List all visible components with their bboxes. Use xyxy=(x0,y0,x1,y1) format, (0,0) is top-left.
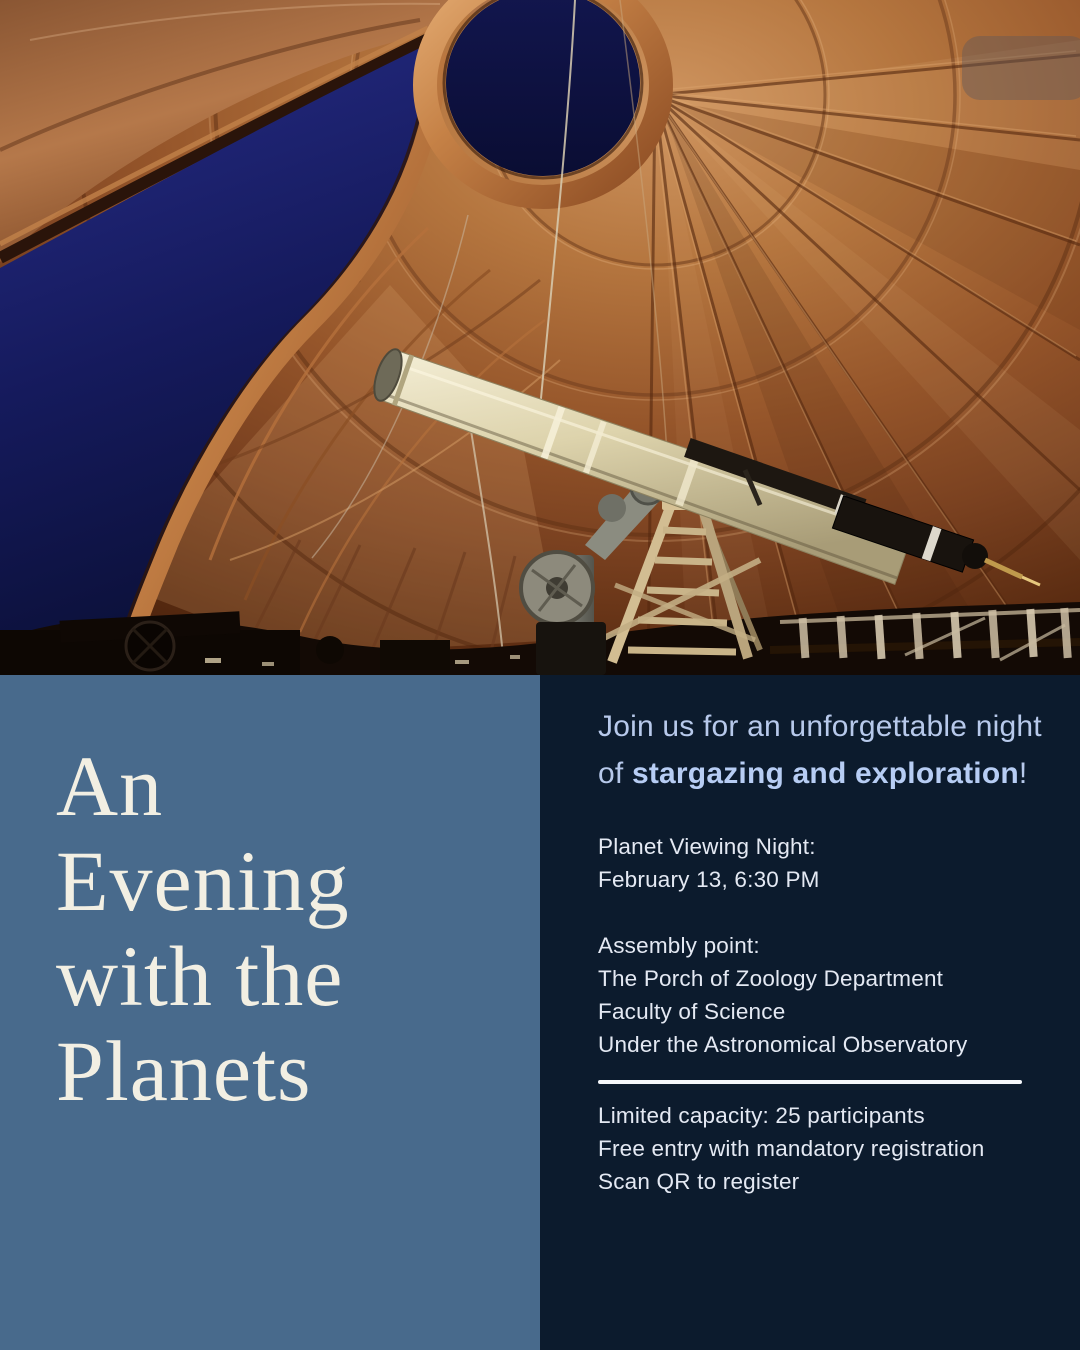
assembly-line: The Porch of Zoology Department xyxy=(598,966,944,991)
capacity-line: Limited capacity: 25 participants xyxy=(598,1103,925,1128)
assembly-line: Under the Astronomical Observatory xyxy=(598,1032,968,1057)
logo-watermark-icon xyxy=(962,36,1080,100)
registration-block xyxy=(598,1099,1050,1198)
dome-opening xyxy=(425,0,661,197)
title-line: Evening xyxy=(56,833,350,929)
assembly-point-block xyxy=(598,929,1050,1061)
intro-highlight: stargazing and exploration xyxy=(631,757,1019,790)
assembly-label: Assembly point: xyxy=(598,933,760,958)
intro-tail: ! xyxy=(1018,757,1028,790)
free-entry-line: Free entry with mandatory registration xyxy=(598,1136,985,1161)
page-title xyxy=(0,675,540,1119)
title-panel xyxy=(0,675,540,1350)
title-line: Planets xyxy=(56,1023,312,1119)
event-label: Planet Viewing Night: xyxy=(598,834,816,859)
scan-qr-line: Scan QR to register xyxy=(598,1169,800,1194)
intro-text xyxy=(598,703,1050,797)
title-line: An xyxy=(56,738,164,834)
assembly-line: Faculty of Science xyxy=(598,999,786,1024)
title-line: with the xyxy=(56,928,344,1024)
event-datetime: February 13, 6:30 PM xyxy=(598,867,820,892)
details-panel xyxy=(540,675,1080,1350)
event-datetime-block xyxy=(598,830,1050,896)
divider-line xyxy=(598,1080,1022,1084)
intro-normal: Join us for an unforgettable night of xyxy=(598,710,1042,790)
